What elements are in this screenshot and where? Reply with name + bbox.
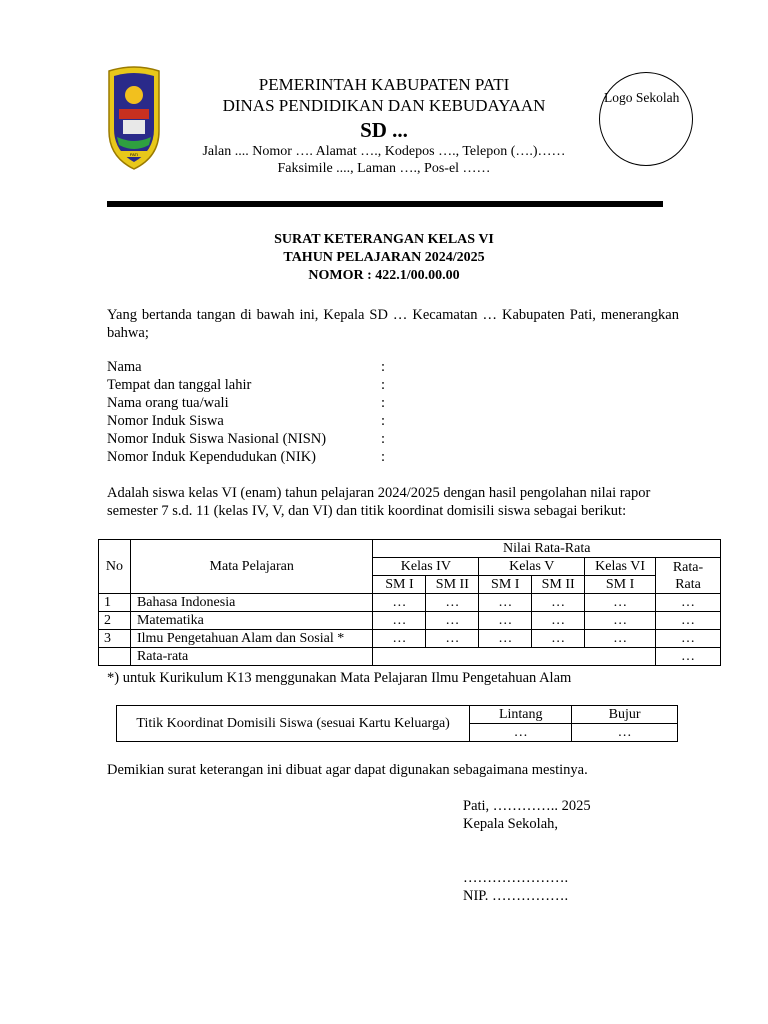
field-colon: : [381, 413, 386, 429]
header-sm1: SM I [479, 576, 532, 594]
field-label: Tempat dan tanggal lahir [107, 377, 252, 393]
grade-cell: … [656, 594, 721, 612]
header-sm1: SM I [373, 576, 426, 594]
header-class-5: Kelas V [479, 558, 585, 576]
grade-cell: … [585, 594, 656, 612]
grade-cell: … [479, 630, 532, 648]
row-no: 1 [99, 594, 131, 612]
address-line-2: Faksimile ...., Laman …., Pos-el …… [277, 161, 491, 176]
coordinate-label: Titik Koordinat Domisili Siswa (sesuai Kartu Keluarga) [117, 706, 470, 742]
signature-place-date: Pati, ………….. 2025 [463, 798, 591, 814]
header-class-4: Kelas IV [373, 558, 479, 576]
field-label: Nama orang tua/wali [107, 395, 229, 411]
coordinate-header-row [117, 706, 678, 724]
table-row [99, 594, 721, 612]
document-title: SURAT KETERANGAN KELAS VI [274, 232, 494, 247]
grade-cell: … [532, 594, 585, 612]
avg-value: … [656, 648, 721, 666]
coordinate-table [116, 705, 678, 742]
header-sm2: SM II [532, 576, 585, 594]
grade-cell: … [656, 612, 721, 630]
intro-paragraph: Yang bertanda tangan di bawah ini, Kepala SD … Kecamatan … Kabupaten Pati, menerangkan bahwa; [107, 307, 679, 341]
table-row [99, 630, 721, 648]
address-line-1: Jalan .... Nomor …. Alamat …., Kodepos …., Telepon (….)…… [202, 144, 566, 159]
signature-name: …………………. [463, 870, 569, 886]
grade-cell: … [585, 612, 656, 630]
table-average-row [99, 648, 721, 666]
latitude-value: … [470, 724, 572, 742]
grade-cell: … [532, 630, 585, 648]
grade-cell: … [426, 594, 479, 612]
grade-cell: … [479, 612, 532, 630]
grade-cell: … [426, 612, 479, 630]
longitude-value: … [572, 724, 678, 742]
avg-span-cell [373, 648, 656, 666]
document-year: TAHUN PELAJARAN 2024/2025 [283, 250, 485, 265]
avg-no-cell [99, 648, 131, 666]
school-name: SD ... [360, 118, 408, 142]
grade-cell: … [532, 612, 585, 630]
header-sm2: SM II [426, 576, 479, 594]
row-subject: Ilmu Pengetahuan Alam dan Sosial * [130, 630, 372, 648]
emblem-text: PATI [129, 152, 139, 157]
avg-label: Rata-rata [130, 648, 372, 666]
header-class-6: Kelas VI [585, 558, 656, 576]
signature-role: Kepala Sekolah, [463, 816, 559, 832]
grade-cell: … [373, 630, 426, 648]
row-no: 2 [99, 612, 131, 630]
row-subject: Bahasa Indonesia [130, 594, 372, 612]
header-sm1: SM I [585, 576, 656, 594]
field-colon: : [381, 395, 386, 411]
header-overall-average: Rata- Rata [656, 558, 721, 594]
field-colon: : [381, 449, 386, 465]
grade-cell: … [373, 594, 426, 612]
grade-cell: … [373, 612, 426, 630]
grade-cell: … [426, 630, 479, 648]
statement-paragraph: Adalah siswa kelas VI (enam) tahun pelajaran 2024/2025 dengan hasil pengolahan nilai rapor semester 7 s.d. 11 (kelas IV, V, dan VI) dan titik koordinat domisili siswa sebagai berikut: [107, 485, 651, 519]
header-average: Nilai Rata-Rata [373, 540, 721, 558]
field-colon: : [381, 359, 386, 375]
grade-cell: … [479, 594, 532, 612]
grade-cell: … [656, 630, 721, 648]
row-no: 3 [99, 630, 131, 648]
table-header-row [99, 540, 721, 558]
header-no: No [99, 540, 131, 594]
document-number: NOMOR : 422.1/00.00.00 [308, 268, 460, 283]
signature-nip: NIP. ……………. [463, 888, 569, 904]
closing-paragraph: Demikian surat keterangan ini dibuat agar dapat digunakan sebagaimana mestinya. [107, 762, 588, 778]
field-label: Nomor Induk Kependudukan (NIK) [107, 449, 316, 465]
field-colon: : [381, 431, 386, 447]
kop-line-1: PEMERINTAH KABUPATEN PATI [258, 75, 510, 94]
school-logo-placeholder [599, 72, 693, 166]
header-subject: Mata Pelajaran [130, 540, 372, 594]
field-label: Nomor Induk Siswa Nasional (NISN) [107, 431, 327, 447]
field-label: Nomor Induk Siswa [107, 413, 224, 429]
table-footnote: *) untuk Kurikulum K13 menggunakan Mata Pelajaran Ilmu Pengetahuan Alam [107, 670, 572, 686]
header-latitude: Lintang [470, 706, 572, 724]
field-colon: : [381, 377, 386, 393]
kop-line-2: DINAS PENDIDIKAN DAN KEBUDAYAAN [222, 96, 546, 115]
table-row [99, 612, 721, 630]
grade-cell: … [585, 630, 656, 648]
letterhead-rule [107, 201, 663, 207]
school-logo-label: Logo Sekolah [604, 90, 680, 105]
row-subject: Matematika [130, 612, 372, 630]
header-longitude: Bujur [572, 706, 678, 724]
grades-table [98, 539, 721, 666]
field-label: Nama [107, 359, 142, 375]
